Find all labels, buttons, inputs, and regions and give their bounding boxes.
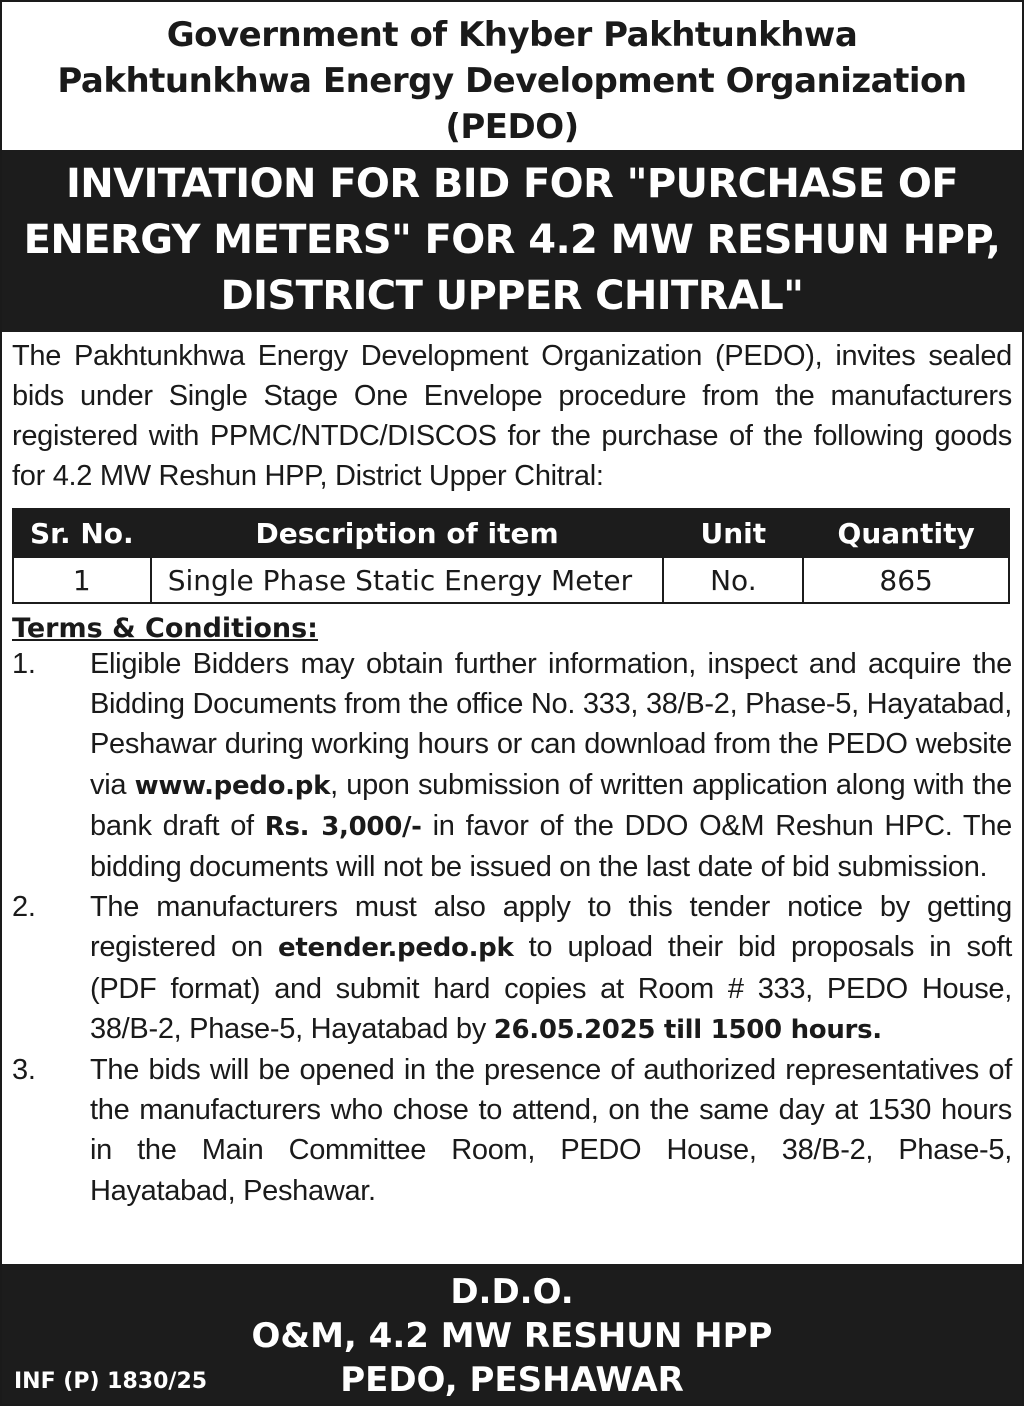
intro-paragraph: The Pakhtunkhwa Energy Development Organization (PEDO), invites sealed bids under Single Stage One Envelope procedure from the manufacturers registered with PPMC/NTDC/DISCOS for the purchase of the following goods for 4.2 MW Reshun HPP, District Upper Chitral:: [12, 340, 1012, 492]
government-name: Government of Khyber Pakhtunkhwa: [166, 15, 858, 55]
term-number: 3.: [12, 1054, 36, 1087]
signatory-office: O&M, 4.2 MW RESHUN HPP: [251, 1316, 773, 1356]
col-header-unit: Unit: [663, 509, 803, 557]
term-text: The manufacturers must also apply to this tender notice by getting registered on etender.pedo.pk to upload their bid proposals in soft (PDF format) and submit hard copies at Room # 333, PEDO House, 38/B-2, Phase-5, Hayatabad by 26.05.2025 till 1500 hours.: [90, 891, 1012, 1045]
etender-link[interactable]: etender.pedo.pk: [278, 933, 514, 964]
organization-acronym: (PEDO): [445, 107, 579, 147]
term-item: [12, 1050, 1012, 1211]
cell-sr-no: 1: [13, 557, 151, 603]
table-row: [13, 557, 1009, 603]
col-header-quantity: Quantity: [803, 509, 1009, 557]
signatory-location: PEDO, PESHAWAR: [340, 1360, 684, 1400]
title-line-3: DISTRICT UPPER CHITRAL": [220, 273, 804, 319]
col-header-description: Description of item: [151, 509, 664, 557]
organization-name: Pakhtunkhwa Energy Development Organization: [57, 61, 967, 101]
signatory-title: D.D.O.: [450, 1272, 574, 1312]
website-link[interactable]: www.pedo.pk: [134, 770, 331, 801]
notice-title: [2, 150, 1022, 332]
title-line-1: INVITATION FOR BID FOR "PURCHASE OF: [65, 161, 959, 207]
terms-heading: Terms & Conditions:: [12, 613, 318, 644]
items-table: [12, 508, 1010, 604]
title-line-2: ENERGY METERS" FOR 4.2 MW RESHUN HPP,: [23, 217, 1001, 263]
reference-number: INF (P) 1830/25: [14, 1369, 208, 1394]
term-item: [12, 887, 1012, 1050]
term-number: 2.: [12, 891, 36, 924]
cell-description: Single Phase Static Energy Meter: [151, 557, 664, 603]
col-header-sr-no: Sr. No.: [13, 509, 151, 557]
term-number: 1.: [12, 648, 36, 680]
cell-quantity: 865: [803, 557, 1009, 603]
cell-unit: No.: [663, 557, 803, 603]
submission-deadline: 26.05.2025 till 1500 hours.: [493, 1014, 882, 1045]
signature-block: [2, 1264, 1022, 1404]
term-text: The bids will be opened in the presence of authorized representatives of the manufacturers who chose to attend, on the same day at 1530 hours in the Main Committee Room, PEDO House, 38/B-2, Phase-5, Hayatabad, Peshawar.: [90, 1054, 1012, 1207]
term-item: [12, 644, 1012, 887]
fee-amount: Rs. 3,000/-: [264, 811, 422, 842]
issuer-header: [2, 2, 1022, 150]
table-header-row: [13, 509, 1009, 557]
term-text: Eligible Bidders may obtain further information, inspect and acquire the Bidding Documents from the office No. 333, 38/B-2, Phase-5, Hayatabad, Peshawar during working hours or can download from the PEDO website via www.pedo.pk, upon submission of written application along with the bank draft of Rs. 3,000/- in favor of the DDO O&M Reshun HPC. The bidding documents will not be issued on the last date of bid submission.: [90, 648, 1013, 884]
